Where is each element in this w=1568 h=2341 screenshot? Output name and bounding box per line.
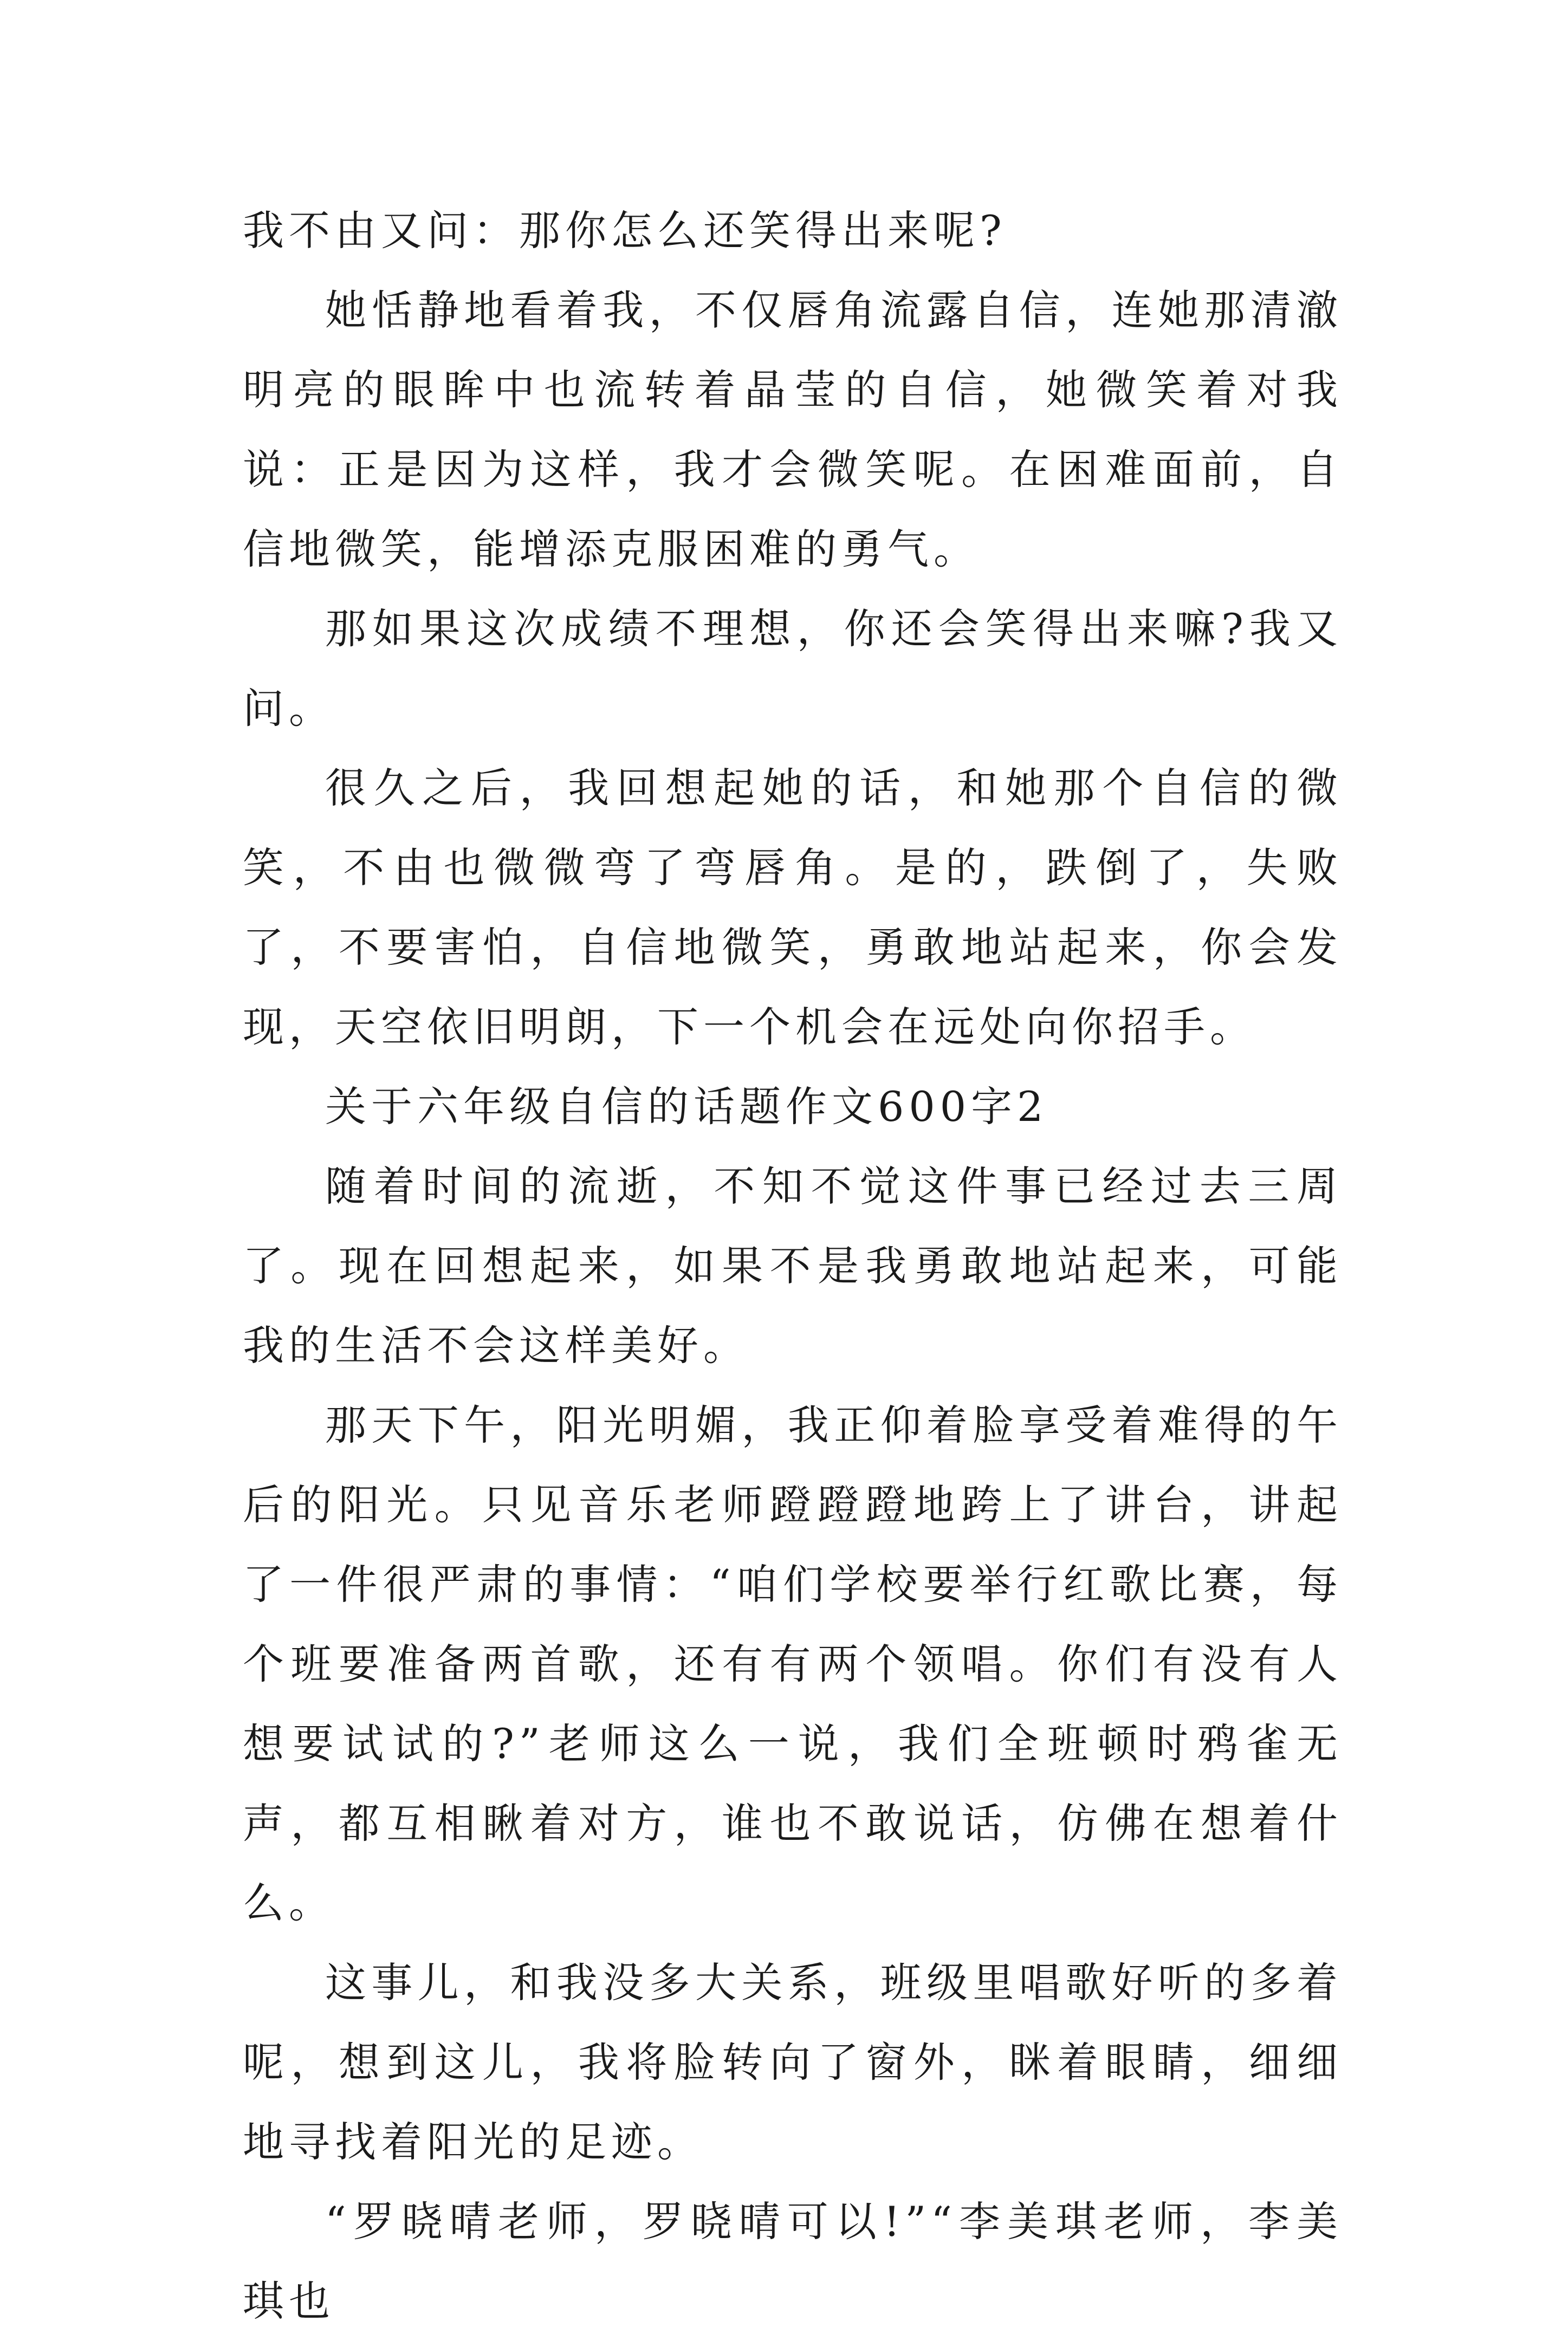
paragraph: 随着时间的流逝，不知不觉这件事已经过去三周了。现在回想起来，如果不是我勇敢地站起来，可能我的生活不会这样美好。 [243, 1162, 1343, 1370]
paragraph: 这事儿，和我没多大关系，班级里唱歌好听的多着呢，想到这儿，我将脸转向了窗外，眯着眼睛，细细地寻找着阳光的足迹。 [243, 1959, 1343, 2166]
section-heading: 关于六年级自信的话题作文600字2 [325, 1082, 1048, 1131]
paragraph: 我不由又问：那你怎么还笑得出来呢? [243, 206, 1007, 255]
paragraph: 她恬静地看着我，不仅唇角流露自信，连她那清澈明亮的眼眸中也流转着晶莹的自信，她微笑着对我说：正是因为这样，我才会微笑呢。在困难面前，自信地微笑，能增添克服困难的勇气。 [243, 286, 1343, 573]
paragraph: “罗晓晴老师，罗晓晴可以!”“李美琪老师，李美琪也 [243, 2197, 1343, 2325]
paragraph: 那天下午，阳光明媚，我正仰着脸享受着难得的午后的阳光。只见音乐老师蹬蹬蹬地跨上了讲台，讲起了一件很严肃的事情：“咱们学校要举行红歌比赛，每个班要准备两首歌，还有有两个领唱。你们有没有人想要试试的?”老师这么一说，我们全班顿时鸦雀无声，都互相瞅着对方，谁也不敢说话，仿佛在想着什么。 [243, 1401, 1343, 1927]
document-body [243, 191, 1343, 2341]
paragraph: 那如果这次成绩不理想，你还会笑得出来嘛?我又问。 [243, 605, 1343, 732]
paragraph: 很久之后，我回想起她的话，和她那个自信的微笑，不由也微微弯了弯唇角。是的，跌倒了，失败了，不要害怕，自信地微笑，勇敢地站起来，你会发现，天空依旧明朗，下一个机会在远处向你招手。 [243, 764, 1343, 1051]
